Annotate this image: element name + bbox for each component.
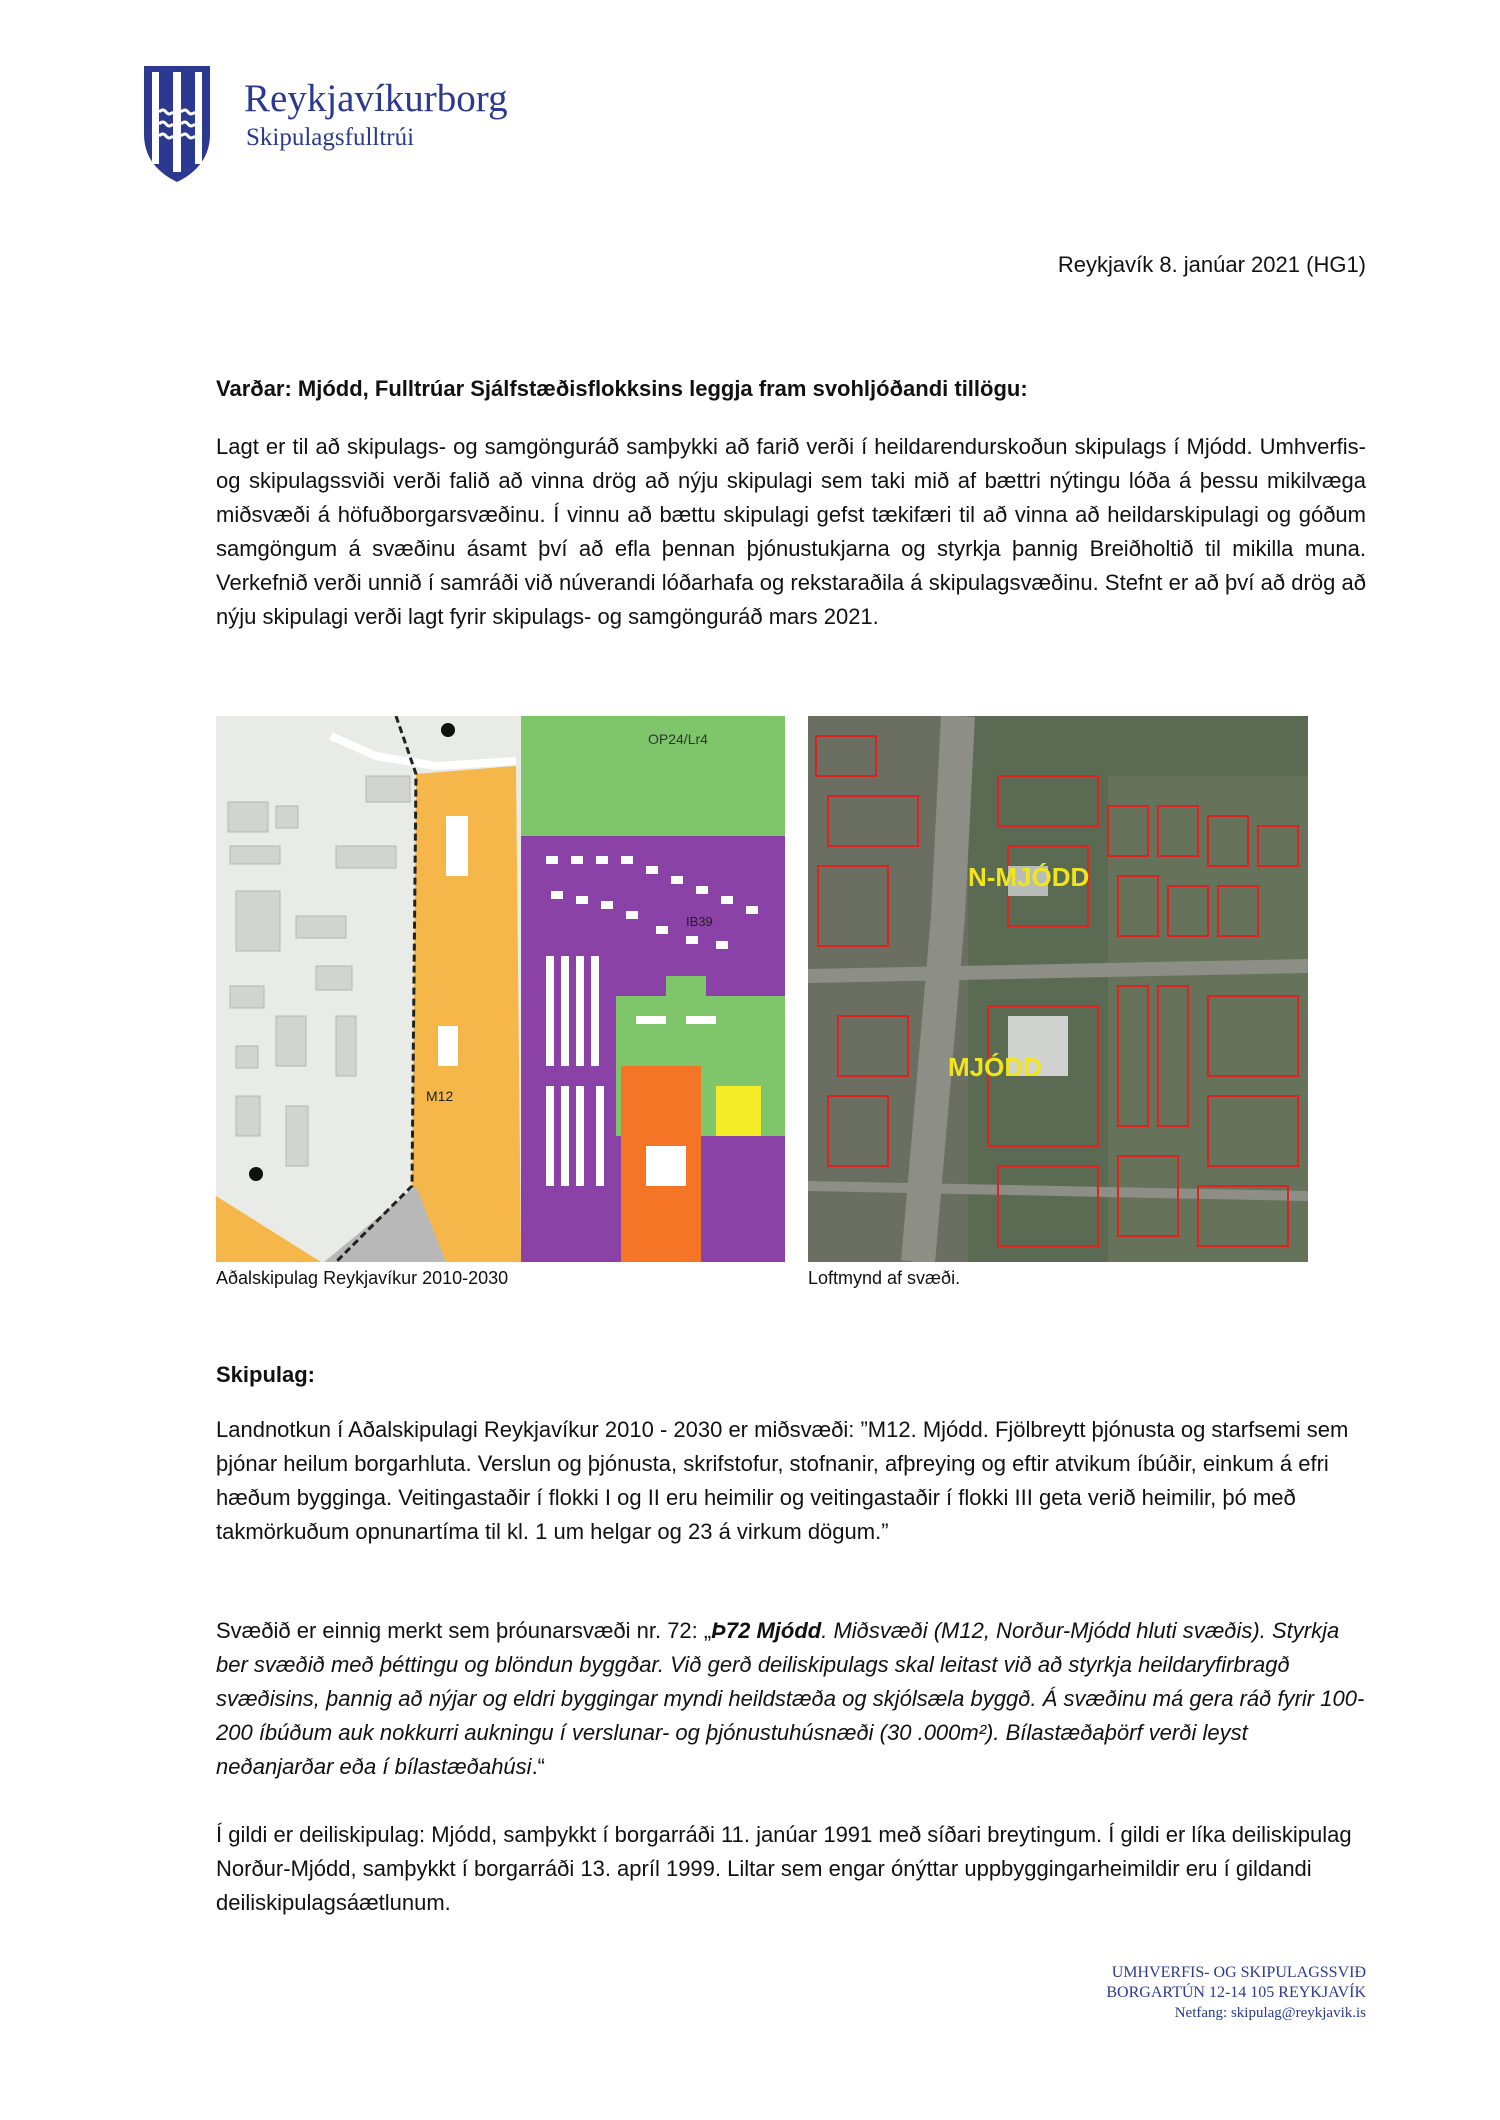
map1-label-m12: M12: [426, 1088, 454, 1104]
subject-line: Varðar: Mjódd, Fulltrúar Sjálfstæðisflokksins leggja fram svohljóðandi tillögu:: [216, 376, 1028, 401]
development-paragraph: [216, 1614, 1366, 1784]
footer-address: BORGARTÚN 12-14 105 REYKJAVÍK: [1106, 1984, 1366, 2001]
map1-label-ib39: IB39: [686, 914, 713, 929]
map1-caption: Aðalskipulag Reykjavíkur 2010-2030: [216, 1268, 509, 1288]
map1-label-op24: OP24/Lr4: [648, 731, 708, 747]
letter-date: Reykjavík 8. janúar 2021 (HG1): [1057, 252, 1366, 277]
map2-label-n-mjodd: N-MJÓDD: [968, 862, 1090, 892]
coat-of-arms-logo: [142, 64, 212, 184]
detail-plan-paragraph: Í gildi er deiliskipulag: Mjódd, samþykkt í borgarráði 11. janúar 1991 með síðari breytingum. Í gildi er líka deiliskipulag Norður-Mjódd, samþykkt í borgarráði 13. apríl 1999. Liltar sem engar ónýttar uppbyggingarheimildir eru í gildandi deiliskipulagsáætlunum.: [216, 1822, 1352, 1915]
map2-label-mjodd: MJÓDD: [948, 1052, 1042, 1082]
development-bold: Þ72 Mjódd: [711, 1618, 822, 1643]
organization-name: Reykjavíkurborg: [244, 77, 508, 120]
department-name: Skipulagsfulltrúi: [246, 124, 415, 151]
map2-caption: Loftmynd af svæði.: [808, 1268, 961, 1288]
development-intro: Svæðið er einnig merkt sem þróunarsvæði nr. 72: „: [216, 1618, 712, 1643]
aerial-photo-image: [808, 716, 1308, 1262]
development-italic: . Miðsvæði (M12, Norður-Mjódd hluti svæðis). Styrkja ber svæðið með þéttingu og blöndun byggðar. Við gerð deiliskipulags skal leitast við að styrkja heildaryfirbragð svæðisins, þannig að nýjar og eldri byggingar myndi heildstæða og skjólsæla byggð. Á svæðinu má gera ráð fyrir 100-200 íbúðum auk nokkurri aukningu í verslunar- og þjónustuhúsnæði (30 .000m²). Bílastæðaþörf verði leyst neðanjarðar eða í bílastæðahúsi: [216, 1618, 1365, 1779]
development-end: .“: [531, 1754, 546, 1779]
footer-department: UMHVERFIS- OG SKIPULAGSSVIÐ: [1111, 1964, 1366, 1981]
footer-email[interactable]: Netfang: skipulag@reykjavik.is: [1174, 2005, 1366, 2021]
landuse-paragraph: Landnotkun í Aðalskipulagi Reykjavíkur 2010 - 2030 er miðsvæði: ”M12. Mjódd. Fjölbreytt þjónusta og starfsemi sem þjónar heilum borgarhluta. Verslun og þjónusta, skrifstofur, stofnanir, afþreying og eftir atvikum íbúðir, einkum á efri hæðum bygginga. Veitingastaðir í flokki I og II eru heimilir og veitingastaðir í flokki III geta verið heimilir, þó með takmörkuðum opnunartíma til kl. 1 um helgar og 23 á virkum dögum.”: [216, 1417, 1349, 1544]
section-heading: Skipulag:: [216, 1362, 316, 1387]
zoning-map-image: [216, 716, 785, 1262]
proposal-paragraph: Lagt er til að skipulags- og samgönguráð samþykki að farið verði í heildarendurskoðun skipulags í Mjódd. Umhverfis- og skipulagssviði verði falið að vinna drög að nýju skipulagi sem taki mið af bættri nýtingu lóða á þessu mikilvæga miðsvæði á höfuðborgarsvæðinu. Í vinnu að bættu skipulagi gefst tækifæri til að vinna að heildarskipulagi og góðum samgöngum á svæðinu ásamt því að efla þennan þjónustukjarna og styrkja þannig Breiðholtið til mikilla muna. Verkefnið verði unnið í samráði við núverandi lóðarhafa og rekstaraðila á skipulagsvæðinu. Stefnt er að því að drög að nýju skipulagi verði lagt fyrir skipulags- og samgönguráð mars 2021.: [216, 434, 1366, 629]
